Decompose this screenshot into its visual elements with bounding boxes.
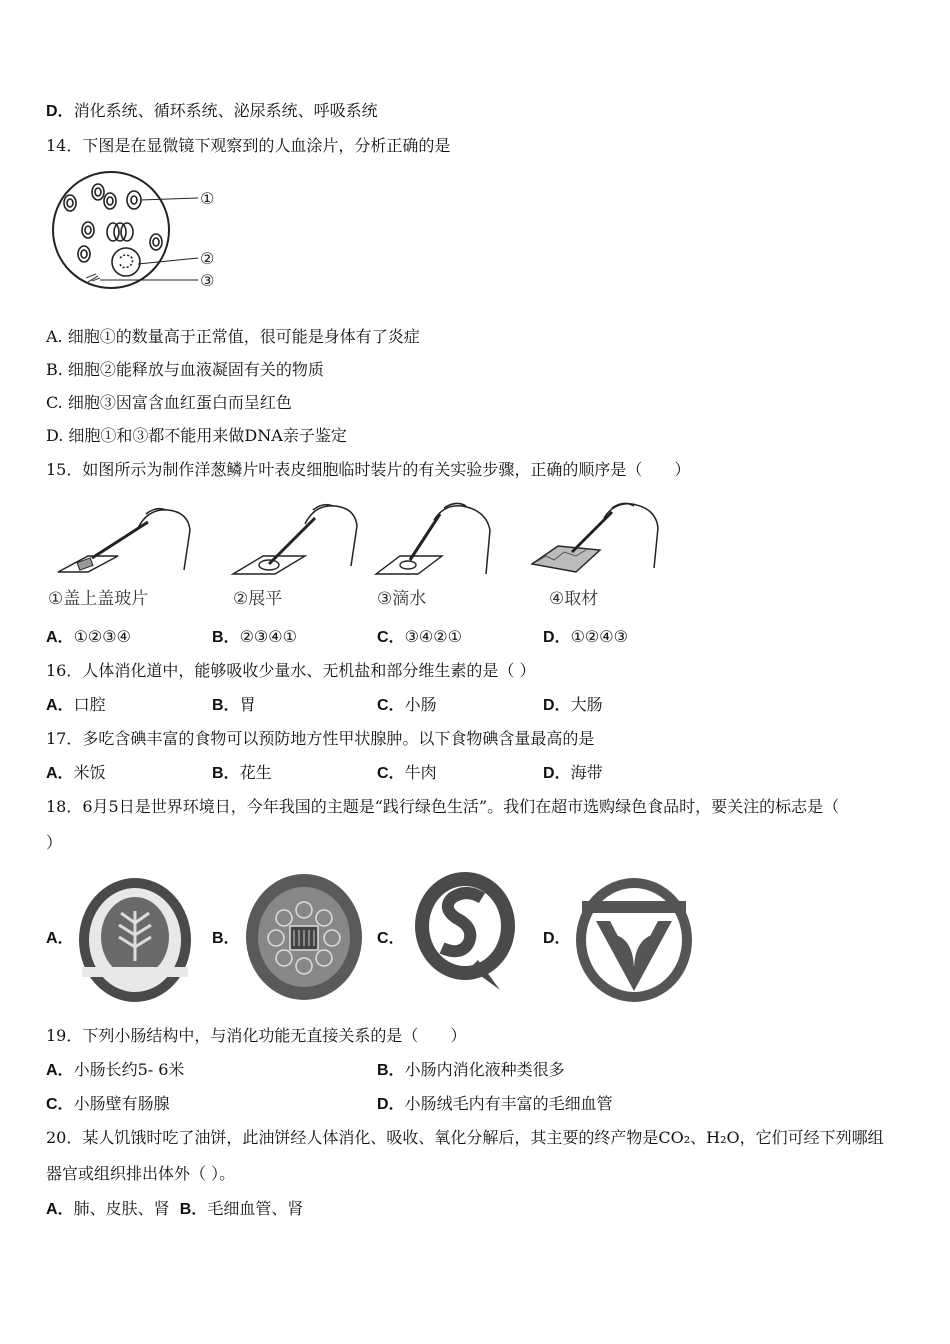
- q14-option-a: A. 细胞①的数量高于正常值，很可能是身体有了炎症: [46, 327, 420, 346]
- q20-stem-line2: 器官或组织排出体外（ ）。: [46, 1164, 236, 1183]
- step-figure-2: [225, 500, 375, 580]
- q17-option-a: [46, 762, 106, 785]
- option-label: D．: [46, 103, 74, 120]
- option-text: ①②④③: [570, 627, 628, 646]
- q14-option-d: D. 细胞①和③都不能用来做DNA亲子鉴定: [46, 426, 347, 445]
- green-food-logo-icon: [76, 875, 194, 1005]
- option-a-text: 肺、皮肤、肾: [73, 1199, 170, 1218]
- option-label: A．: [46, 765, 74, 782]
- option-label: C．: [377, 697, 405, 714]
- q17-stem: 17．多吃含碘丰富的食物可以预防地方性甲状腺肿。以下食物碘含量最高的是: [46, 729, 595, 748]
- option-text: 大肠: [570, 695, 603, 714]
- step-caption-2: ②展平: [233, 589, 283, 609]
- q13-option-d: [46, 100, 378, 123]
- option-b-text: 毛细血管、肾: [207, 1199, 304, 1218]
- blood-smear-figure: [48, 170, 228, 295]
- option-text: ①②③④: [73, 627, 131, 646]
- option-label: C．: [377, 629, 405, 646]
- step-figure-3: [370, 500, 520, 580]
- option-label: B．: [212, 697, 240, 714]
- step-caption-1: ①盖上盖玻片: [48, 589, 149, 609]
- q20-stem-line1: 20．某人饥饿时吃了油饼，此油饼经人体消化、吸收、氧化分解后，其主要的终产物是CO₂、H₂O，它们可经下列哪组: [46, 1128, 884, 1147]
- green-label-logo-icon: [574, 875, 694, 1005]
- q15-option-d: [543, 626, 628, 649]
- option-text: ②③④①: [239, 627, 297, 646]
- step-figure-1: [48, 500, 198, 580]
- option-label: A．: [46, 697, 74, 714]
- q19-option-b: [377, 1059, 565, 1082]
- option-text: 花生: [239, 763, 272, 782]
- q19-option-c: [46, 1093, 170, 1116]
- q16-option-a: [46, 694, 106, 717]
- option-text: 小肠: [404, 695, 437, 714]
- figure-label-2: ②: [200, 249, 215, 268]
- figure-label-3: ③: [200, 271, 215, 290]
- option-label: D．: [377, 1096, 405, 1113]
- option-text: 小肠内消化液种类很多: [404, 1060, 565, 1079]
- q14-stem: 14．下图是在显微镜下观察到的人血涂片，分析正确的是: [46, 136, 451, 155]
- qs-quality-mark-icon: [410, 868, 520, 992]
- step-figure-4: [528, 500, 678, 580]
- figure-label-1: ①: [200, 189, 215, 208]
- option-label: B．: [377, 1062, 405, 1079]
- option-text: 海带: [570, 763, 603, 782]
- option-text: 米饭: [73, 763, 106, 782]
- option-text: 口腔: [73, 695, 106, 714]
- q17-option-c: [377, 762, 437, 785]
- step-caption-4: ④取材: [549, 589, 599, 609]
- q19-option-a: [46, 1059, 184, 1082]
- option-b-label: B．: [179, 1201, 208, 1218]
- option-text: 牛肉: [404, 763, 437, 782]
- option-label: B．: [212, 765, 240, 782]
- option-text: 消化系统、循环系统、泌尿系统、呼吸系统: [73, 101, 378, 120]
- q16-option-b: [212, 694, 256, 717]
- q17-option-b: [212, 762, 272, 785]
- option-label: A．: [46, 629, 74, 646]
- option-text: 小肠绒毛内有丰富的毛细血管: [404, 1094, 613, 1113]
- q20-options: [46, 1198, 303, 1221]
- q18-option-d-label: D．: [543, 930, 571, 947]
- q16-stem: 16．人体消化道中，能够吸收少量水、无机盐和部分维生素的是（ ）: [46, 661, 536, 680]
- option-label: C．: [46, 1096, 74, 1113]
- q15-option-a: [46, 626, 131, 649]
- q14-option-b: B. 细胞②能释放与血液凝固有关的物质: [46, 360, 324, 379]
- option-a-label: A．: [46, 1201, 74, 1218]
- option-text: 小肠壁有肠腺: [73, 1094, 170, 1113]
- option-label: B．: [212, 629, 240, 646]
- q15-option-b: [212, 626, 297, 649]
- q18-stem-line2: ）: [46, 833, 63, 852]
- q15-stem: 15．如图所示为制作洋葱鳞片叶表皮细胞临时装片的有关实验步骤，正确的顺序是（ ）: [46, 460, 691, 479]
- option-text: 小肠长约5- 6米: [73, 1060, 185, 1079]
- q14-option-c: C. 细胞③因富含血红蛋白而呈红色: [46, 393, 292, 412]
- q18-option-a-label: A．: [46, 930, 74, 947]
- q18-option-b-label: B．: [212, 930, 240, 947]
- q16-option-d: [543, 694, 603, 717]
- q17-option-d: [543, 762, 603, 785]
- option-text: 胃: [239, 695, 256, 714]
- option-label: D．: [543, 765, 571, 782]
- q16-option-c: [377, 694, 437, 717]
- organic-food-seal-icon: [244, 872, 364, 1002]
- option-text: ③④②①: [404, 627, 462, 646]
- q15-option-c: [377, 626, 462, 649]
- option-label: D．: [543, 697, 571, 714]
- step-caption-3: ③滴水: [377, 589, 427, 609]
- q18-stem-line1: 18．6月5日是世界环境日，今年我国的主题是“践行绿色生活”。我们在超市选购绿色食品时，要关注的标志是（: [46, 797, 840, 816]
- q18-option-c-label: C．: [377, 930, 405, 947]
- option-label: D．: [543, 629, 571, 646]
- q19-stem: 19．下列小肠结构中，与消化功能无直接关系的是（ ）: [46, 1026, 467, 1045]
- option-label: C．: [377, 765, 405, 782]
- option-label: A．: [46, 1062, 74, 1079]
- q19-option-d: [377, 1093, 613, 1116]
